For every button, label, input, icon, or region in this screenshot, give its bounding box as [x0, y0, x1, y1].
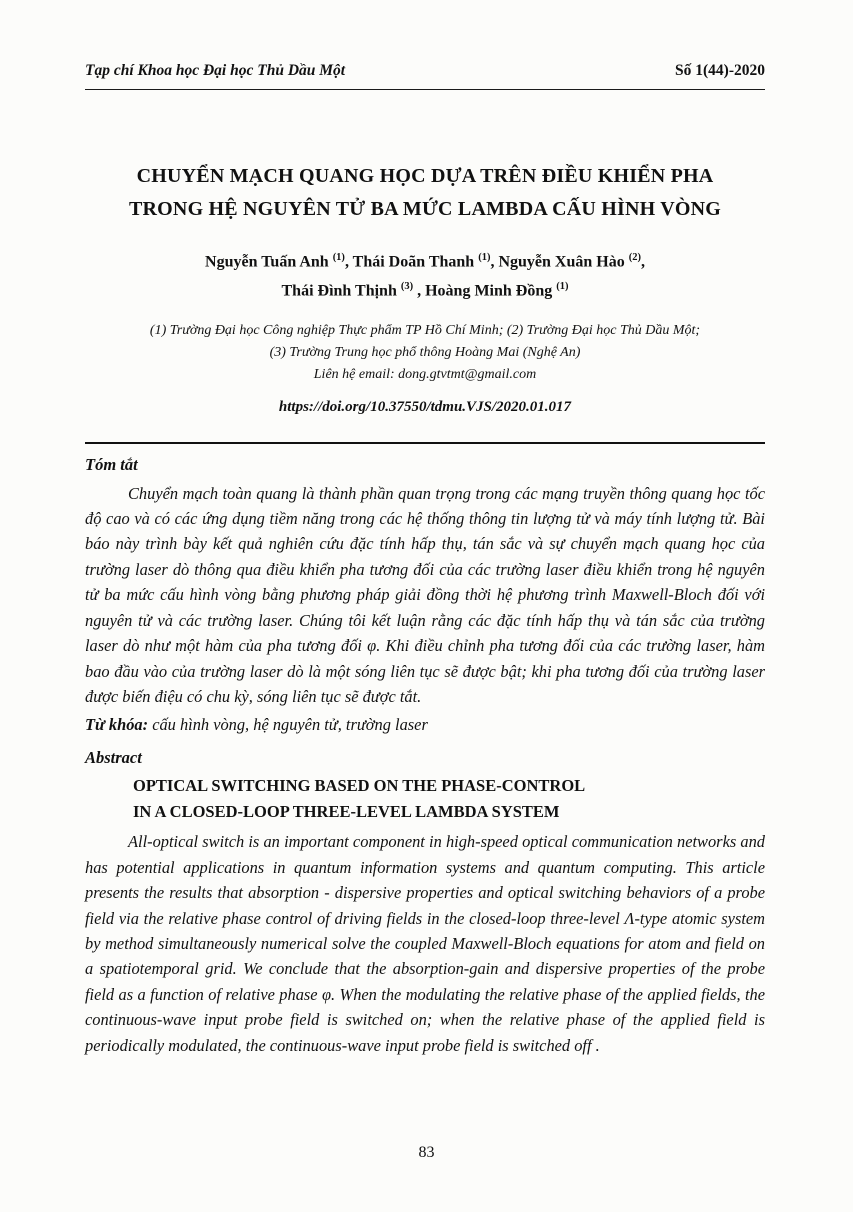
- author-affiliation-marker: (1): [556, 281, 569, 293]
- contact-email: Liên hệ email: dong.gtvtmt@gmail.com: [313, 366, 537, 382]
- article-title-vi: [85, 160, 765, 226]
- author-affiliation-marker: (2): [628, 252, 641, 263]
- affiliation-line-1: (1) Trường Đại học Công nghiệp Thực phẩm TP Hồ Chí Minh; (2) Trường Đại học Thủ Dầu Một;: [149, 322, 701, 338]
- affiliation-line-2: (3) Trường Trung học phổ thông Hoàng Mai (Nghệ An): [269, 344, 581, 360]
- author-affiliation-marker: (1): [478, 252, 491, 263]
- authors-line-2: [85, 274, 765, 303]
- article-title-en-line-2: IN A CLOSED-LOOP THREE-LEVEL LAMBDA SYSTEM: [133, 802, 560, 822]
- author-separator: ,: [413, 282, 426, 300]
- journal-name: Tạp chí Khoa học Đại học Thủ Dầu Một: [85, 62, 346, 79]
- doi-link: https://doi.org/10.37550/tdmu.VJS/2020.01.017: [278, 398, 572, 415]
- article-title-line-1: CHUYỂN MẠCH QUANG HỌC DỰA TRÊN ĐIỀU KHIỂN PHA: [136, 165, 714, 187]
- issue-number: Số 1(44)-2020: [675, 62, 765, 79]
- authors-line-1: [85, 245, 765, 274]
- abstract-body-en: All-optical switch is an important component in high-speed optical communication networks and has potential applications in quantum information systems and quantum computing. This article presents the results that absorption - dispersive properties and optical switching behaviors of a probe field via the relative phase control of driving fields in the closed-loop three-level Λ-type atomic system by method simultaneously numerical solve the coupled Maxwell-Bloch equations for atom and field on a spatiotemporal grid. We conclude that the absorption-gain and dispersive properties of the probe field as a function of relative phase φ. When the modulating the relative phase of the applied fields, the continuous-wave input probe field is switched on; when the relative phase of the applied field is periodically modulated, the continuous-wave input probe field is switched off .: [85, 832, 765, 1055]
- article-title-en: [133, 773, 765, 825]
- page-number: 83: [418, 1144, 435, 1161]
- article-title-line-2: TRONG HỆ NGUYÊN TỬ BA MỨC LAMBDA CẤU HÌNH VÒNG: [128, 198, 721, 220]
- abstract-heading-vi: Tóm tắt: [85, 454, 138, 474]
- article-title-en-line-1: OPTICAL SWITCHING BASED ON THE PHASE-CONTROL: [133, 776, 586, 796]
- section-divider: [85, 442, 765, 444]
- author-separator: ,: [344, 253, 353, 271]
- keywords-text: cấu hình vòng, hệ nguyên tử, trường laser: [148, 715, 428, 735]
- author-name: Thái Đình Thịnh: [281, 282, 401, 300]
- author-name: Thái Doãn Thanh: [352, 253, 479, 271]
- keywords-label: Từ khóa:: [85, 715, 149, 735]
- authors-block: [85, 245, 765, 304]
- affiliations-block: [85, 320, 765, 386]
- author-name: Nguyễn Tuấn Anh: [205, 253, 333, 271]
- abstract-body-vi: Chuyển mạch toàn quang là thành phần quan trọng trong các mạng truyền thông quang học tốc độ cao và có các ứng dụng tiềm năng trong các hệ thống thông tin lượng tử và máy tính lượng tử. Bài báo này trình bày kết quả nghiên cứu đặc tính hấp thụ, tán sắc và sự chuyển mạch quang học của trường laser dò thông qua điều khiển pha tương đối của các trường laser điều khiển trong hệ nguyên tử ba mức cấu hình vòng bằng phương pháp giải đồng thời hệ phương trình Maxwell-Bloch đối với nguyên tử và các trường laser. Chúng tôi kết luận rằng các đặc tính hấp thụ và tán sắc của trường laser dò như một hàm của pha tương đối φ. Khi điều chỉnh pha tương đối của các trường laser, hàm bao đầu vào của trường laser dò là một sóng liên tục sẽ được bật; khi pha tương đối của trường laser được biến điệu có chu kỳ, sóng liên tục sẽ được tắt.: [85, 483, 765, 706]
- keywords-line: [85, 712, 765, 737]
- author-name: Nguyễn Xuân Hào: [498, 253, 629, 271]
- page-header: [85, 62, 765, 80]
- abstract-heading-en: Abstract: [85, 748, 142, 768]
- author-name: Hoàng Minh Đồng: [425, 282, 557, 300]
- author-separator: ,: [640, 253, 645, 271]
- author-separator: ,: [490, 253, 499, 271]
- header-divider: [85, 89, 765, 90]
- author-affiliation-marker: (3): [400, 281, 414, 293]
- author-affiliation-marker: (1): [332, 252, 345, 263]
